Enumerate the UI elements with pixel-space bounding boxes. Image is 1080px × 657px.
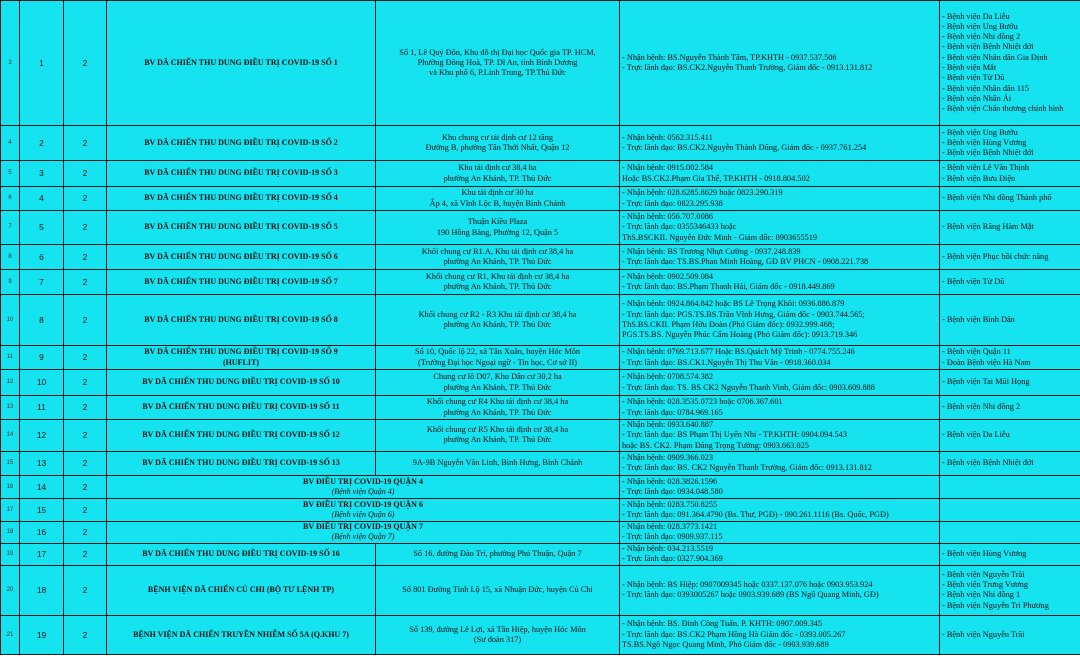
address-cell[interactable] (376, 396, 620, 420)
cell-line: BV DÃ CHIẾN THU DUNG ĐIỀU TRỊ COVID-19 SỐ 2 (144, 137, 338, 147)
hospital-list-cell[interactable] (940, 295, 1080, 346)
row-number-cell: 10 (1, 295, 20, 346)
cell-line: - Đoàn Bệnh viện Hà Nam (942, 357, 1031, 367)
cell-line: phường An Khánh, TP. Thủ Đức (443, 257, 552, 266)
cell-line: - Bệnh viện Nhi đồng 2 (942, 32, 1021, 42)
table-row (1, 187, 1080, 211)
cell-line: - Nhận bệnh: 0562.315.411 (622, 132, 713, 142)
table-row (1, 451, 1080, 475)
type-cell[interactable]: 2 (64, 270, 107, 295)
cell-line: BV DÃ CHIẾN THU DUNG ĐIỀU TRỊ COVID-19 SỐ 6 (144, 251, 338, 261)
hospital-list-cell[interactable] (940, 565, 1080, 615)
stt-cell[interactable]: 14 (20, 475, 64, 498)
cell-line: (HUFLIT) (223, 357, 259, 367)
table-row (1, 245, 1080, 270)
hospital-list-cell[interactable] (940, 187, 1080, 211)
row-number-cell: 20 (1, 565, 20, 615)
hospital-list-cell[interactable] (940, 615, 1080, 654)
facility-name-cell[interactable] (107, 420, 376, 452)
cell-line: - Nhận bệnh: 0769.713.677 Hoặc BS.Quách Mỹ Trinh - 0774.755.246 (622, 347, 855, 357)
cell-line: BV DÃ CHIẾN THU DUNG ĐIỀU TRỊ COVID-19 SỐ 7 (144, 276, 338, 286)
table-row (1, 543, 1080, 565)
cell-line: - Bệnh viện Chấn thương chỉnh hình (942, 104, 1064, 114)
cell-line: - Bệnh viện Nhân dân 115 (942, 83, 1030, 93)
stt-cell[interactable]: 18 (20, 565, 64, 615)
cell-line: BV DÃ CHIẾN THU DUNG ĐIỀU TRỊ COVID-19 SỐ 9 (144, 347, 338, 357)
cell-line: phường An Khánh, TP. Thủ Đức (443, 282, 552, 291)
cell-line: - Bệnh viện Da Liễu (942, 430, 1010, 440)
row-number-cell: 12 (1, 370, 20, 396)
cell-line: - Trực lãnh đạo: BS.CK2.Nguyễn Thành Dũng, Giám đốc - 0937.761.254 (622, 143, 867, 152)
cell-line: - Bệnh viện Nhân dân Gia Định (942, 52, 1048, 62)
type-cell[interactable]: 2 (64, 498, 107, 521)
contact-cell[interactable] (620, 187, 940, 211)
contact-cell[interactable] (620, 420, 940, 452)
cell-line: - Nhận bệnh: 028.3826.1596 (622, 476, 718, 486)
cell-line: Số 139, đường Lê Lợi, xã Tân Hiệp, huyện Hóc Môn (409, 624, 586, 634)
table-row (1, 346, 1080, 370)
facility-name-cell[interactable] (107, 1, 376, 126)
facility-name-cell[interactable] (107, 211, 376, 245)
hospital-list-cell[interactable] (940, 543, 1080, 565)
cell-line: Số 801 Đường Tỉnh Lộ 15, xã Nhuận Đức, huyện Củ Chi (402, 585, 593, 595)
facility-name-cell[interactable] (107, 245, 376, 270)
cell-line: và Khu phố 6, P.Linh Trung, TP.Thủ Đức (429, 68, 566, 78)
row-number-cell: 21 (1, 615, 20, 654)
address-cell[interactable] (376, 346, 620, 370)
cell-line: - Bệnh viện Mắt (942, 63, 997, 72)
type-cell[interactable]: 2 (64, 521, 107, 543)
cell-line: - Bệnh viện Nguyễn Tri Phương (942, 600, 1049, 610)
cell-line: - Trực lãnh đạo: BS. CK2 Nguyễn Thanh Trường, Giám đốc: 0913.131.812 (622, 463, 872, 473)
cell-line: - Bệnh viện Bệnh Nhiệt đới (942, 458, 1034, 468)
contact-cell[interactable] (620, 1, 940, 126)
hospital-list-cell[interactable] (940, 126, 1080, 161)
facility-name-cell[interactable] (107, 126, 376, 161)
contact-cell[interactable] (620, 521, 940, 543)
facility-subname: (Bệnh viện Quận 6) (331, 509, 395, 519)
facility-name-cell[interactable] (107, 396, 376, 420)
cell-line: Khối chung cư R4 Khu tái định cư 38,4 ha (426, 397, 569, 407)
facility-name-cell[interactable] (107, 475, 620, 498)
cell-line: - Trực lãnh đạo: 0355346433 hoặc (622, 222, 737, 232)
cell-line: - Nhận bệnh: 0283.750.8255 (622, 499, 718, 509)
cell-line: - Bệnh viện Hùng Vương (942, 549, 1027, 559)
stt-cell[interactable]: 2 (20, 126, 64, 161)
type-cell[interactable]: 2 (64, 475, 107, 498)
cell-line: - Bệnh viện Bưu Điện (942, 173, 1016, 183)
address-cell[interactable] (376, 451, 620, 475)
cell-line: BV DÃ CHIẾN THU DUNG ĐIỀU TRỊ COVID-19 SỐ 16 (142, 549, 340, 559)
address-cell[interactable] (376, 1, 620, 126)
cell-line: Số 1, Lê Quý Đôn, Khu đô thị Đại học Quốc gia TP. HCM, (399, 47, 596, 57)
contact-cell[interactable] (620, 451, 940, 475)
contact-cell[interactable] (620, 565, 940, 615)
cell-line: - Trực lãnh đạo: BS.CK1.Nguyễn Thị Thu Vân - 0918.360.034 (622, 357, 831, 367)
cell-line: Ấp 4, xã Vĩnh Lộc B, huyện Bình Chánh (429, 198, 566, 208)
row-number-cell: 11 (1, 346, 20, 370)
row-number-cell: 9 (1, 270, 20, 295)
facility-name-cell[interactable] (107, 295, 376, 346)
cell-line: phường An Khánh, TP. Thủ Đức (443, 407, 552, 417)
cell-line: Hoặc BS.CK2.Phạm Gia Thế, TP.KHTH - 0918.804.502 (622, 173, 810, 183)
cell-line: TS.BS.Ngô Ngọc Quang Minh, Phó Giám đốc - 0903.939.689 (622, 640, 829, 650)
address-cell[interactable] (376, 270, 620, 295)
cell-line: BV DÃ CHIẾN THU DUNG ĐIỀU TRỊ COVID-19 SỐ 12 (142, 430, 340, 440)
table-row (1, 420, 1080, 452)
cell-line: - Trực lãnh đạo: 091.364.4790 (Bs. Thư, PGĐ) - 090.261.1116 (Bs. Quốc, PGĐ) (622, 509, 889, 519)
cell-line: - Trực lãnh đạo: TS. BS CK2 Nguyễn Thanh Vinh, Giám đốc: 0903.609.888 (622, 382, 875, 392)
table-row (1, 211, 1080, 245)
table-row (1, 521, 1080, 543)
cell-line: Số 10, Quốc lộ 22, xã Tân Xuân, huyện Hóc Môn (414, 347, 581, 357)
cell-line: - Bệnh viện Phục hồi chức năng (942, 251, 1049, 261)
cell-line: Phường Đông Hoà, TP. Dĩ An, tỉnh Bình Dương (417, 57, 578, 67)
cell-line: BV DÃ CHIẾN THU DUNG ĐIỀU TRỊ COVID-19 SỐ 11 (142, 402, 340, 412)
cell-line: ThS.BSCKII. Nguyễn Đức Minh - Giám đốc: 0903655519 (622, 232, 818, 242)
cell-line: BV DÃ CHIẾN THU DUNG ĐIỀU TRỊ COVID-19 SỐ 5 (144, 222, 338, 232)
cell-line: - Trực lãnh đạo: 0327.904.369 (622, 554, 723, 564)
cell-line: - Trực lãnh đạo: PGS.TS.BS.Trần Vĩnh Hưng, Giám đốc - 0903.744.565; (622, 309, 865, 319)
cell-line: - Bệnh viện Bệnh Nhiệt đới (942, 42, 1034, 52)
cell-line: PGS.TS.BS. Nguyễn Phúc Cẩm Hoàng (Phó Giám đốc): 0913.719.346 (622, 330, 858, 340)
cell-line: - Trực lãnh đạo: 0823.295.938 (622, 198, 723, 208)
cell-line: - Trực lãnh đạo: 0784.969.165 (622, 407, 723, 417)
hospital-list-cell[interactable] (940, 346, 1080, 370)
stt-cell[interactable]: 12 (20, 420, 64, 452)
address-cell[interactable] (376, 420, 620, 452)
address-cell[interactable] (376, 187, 620, 211)
contact-cell[interactable] (620, 370, 940, 396)
facility-name-cell[interactable] (107, 161, 376, 187)
cell-line: - Bệnh viện Nhi đồng Thành phố (942, 193, 1052, 203)
cell-line: Khối chung cư R5 Khu tái định cư 38,4 ha (426, 425, 569, 435)
cell-line: phường An Khánh, TP. Thủ Đức (443, 173, 552, 183)
cell-line: BỆNH VIỆN DÃ CHIẾN CỦ CHI (BỘ TƯ LỆNH TP) (147, 585, 335, 595)
table-row (1, 615, 1080, 654)
facility-name-cell[interactable] (107, 565, 376, 615)
hospital-list-cell[interactable] (940, 270, 1080, 295)
cell-line: ThS.BS.CKII. Phạm Hữu Đoàn (Phó Giám đốc): 0932.999.468; (622, 320, 835, 329)
cell-line: Khối chung cư R1.A, Khu tái định cư 38,4 ha (421, 246, 574, 256)
hospital-list-cell[interactable] (940, 420, 1080, 452)
stt-cell[interactable]: 10 (20, 370, 64, 396)
address-cell[interactable] (376, 295, 620, 346)
hospital-list-cell[interactable] (940, 211, 1080, 245)
hospital-list-cell[interactable] (940, 521, 1080, 543)
table-body (1, 1, 1080, 655)
cell-line: - Bệnh viện Răng Hàm Mặt (942, 222, 1034, 232)
contact-cell[interactable] (620, 396, 940, 420)
cell-line: BV ĐIỀU TRỊ COVID-19 QUẬN 7 (303, 522, 423, 532)
type-cell[interactable]: 2 (64, 161, 107, 187)
cell-line: - Bệnh viện Nguyễn Trãi (942, 569, 1025, 579)
row-number-cell: 13 (1, 396, 20, 420)
table-row (1, 396, 1080, 420)
hospital-list-cell[interactable] (940, 475, 1080, 498)
cell-line: - Nhận bệnh: 028.6285.8629 hoặc 0823.290.319 (622, 188, 783, 198)
cell-line: BV ĐIỀU TRỊ COVID-19 QUẬN 6 (303, 499, 423, 509)
row-number-cell: 7 (1, 211, 20, 245)
facility-name-cell[interactable] (107, 451, 376, 475)
cell-line: hoặc BS. CK2. Phạm Đăng Trọng Tường: 0903.663.025 (622, 440, 809, 450)
facility-name-cell[interactable] (107, 187, 376, 211)
cell-line: 190 Hồng Bàng, Phường 12, Quận 5 (436, 227, 559, 237)
contact-cell[interactable] (620, 295, 940, 346)
table-row (1, 498, 1080, 521)
cell-line: - Trực lãnh đạo: 0909.937.115 (622, 532, 723, 542)
cell-line: - Bệnh viện Da Liễu (942, 11, 1010, 21)
contact-cell[interactable] (620, 498, 940, 521)
stt-cell[interactable]: 9 (20, 346, 64, 370)
hospital-list-cell[interactable] (940, 396, 1080, 420)
facility-name-cell[interactable] (107, 346, 376, 370)
cell-line: BV DÃ CHIẾN THU DUNG ĐIỀU TRỊ COVID-19 SỐ 3 (144, 168, 338, 178)
cell-line: - Nhận bệnh: BS. Đinh Công Tuấn. P. KHTH: 0907.009.345 (622, 619, 823, 629)
facility-subname: (Bệnh viện Quận 7) (331, 532, 395, 542)
cell-line: BV DÃ CHIẾN THU DUNG ĐIỀU TRỊ COVID-19 SỐ 10 (142, 377, 340, 387)
facility-name-cell[interactable] (107, 521, 620, 543)
address-cell[interactable] (376, 245, 620, 270)
stt-cell[interactable]: 17 (20, 543, 64, 565)
type-cell[interactable]: 2 (64, 211, 107, 245)
hospital-list-cell[interactable] (940, 245, 1080, 270)
hospital-list-cell[interactable] (940, 498, 1080, 521)
cell-line: - Bệnh viện Ung Bướu (942, 127, 1018, 137)
cell-line: (Trường Đại học Ngoại ngữ - Tin học, Cơ sở II) (418, 357, 577, 367)
row-number-cell: 8 (1, 245, 20, 270)
cell-line: 9A-9B Nguyễn Văn Linh, Bình Hưng, Bình Chánh (412, 458, 583, 468)
hospital-list-cell[interactable] (940, 161, 1080, 187)
cell-line: - Trực lãnh đạo: BS.CK2.Nguyễn Thanh Trường, Giám đốc - 0913.131.812 (622, 63, 873, 72)
cell-line: Khu tái định cư 38,4 ha (458, 163, 537, 173)
cell-line: - Bệnh viện Nguyễn Trãi (942, 629, 1025, 639)
contact-cell[interactable] (620, 245, 940, 270)
cell-line: - Bệnh viện Bệnh Nhiệt đới (942, 148, 1034, 158)
type-cell[interactable]: 2 (64, 370, 107, 396)
cell-line: BV DÃ CHIẾN THU DUNG ĐIỀU TRỊ COVID-19 SỐ 4 (144, 193, 338, 203)
stt-cell[interactable]: 8 (20, 295, 64, 346)
cell-line: - Bệnh viện Lê Văn Thịnh (942, 163, 1030, 173)
stt-cell[interactable]: 13 (20, 451, 64, 475)
hospital-list-cell[interactable] (940, 370, 1080, 396)
cell-line: phường An Khánh, TP. Thủ Đức (443, 382, 552, 392)
hospital-list-cell[interactable] (940, 1, 1080, 126)
cell-line: Khối chung cư R2 - R3 Khu tái định cư 38,4 ha (418, 309, 577, 319)
contact-cell[interactable] (620, 126, 940, 161)
cell-line: - Bệnh viện Tai Mũi Họng (942, 377, 1030, 387)
contact-cell[interactable] (620, 161, 940, 187)
cell-line: - Bệnh viện Bình Dân (942, 314, 1015, 324)
type-cell[interactable]: 2 (64, 126, 107, 161)
hospital-list-cell[interactable] (940, 451, 1080, 475)
cell-line: - Trực lãnh đạo: BS.Phạm Thanh Hải, Giám đốc - 0918.449.869 (622, 282, 835, 291)
cell-line: - Trực lãnh đạo: TS.BS.Phan Minh Hoàng, GĐ BV PHCN - 0908.221.738 (622, 257, 869, 266)
cell-line: - Nhận bệnh: BS.Nguyễn Thành Tâm, TP.KHTH - 0937.537.506 (622, 52, 837, 62)
stt-cell[interactable]: 3 (20, 161, 64, 187)
cell-line: (Sư đoàn 317) (473, 634, 522, 644)
table-row (1, 475, 1080, 498)
row-number-cell: 19 (1, 543, 20, 565)
facility-name-cell[interactable] (107, 498, 620, 521)
cell-line: - Nhận bệnh: 0909.366.023 (622, 453, 714, 463)
stt-cell[interactable]: 15 (20, 498, 64, 521)
contact-cell[interactable] (620, 211, 940, 245)
contact-cell[interactable] (620, 615, 940, 654)
address-cell[interactable] (376, 565, 620, 615)
cell-line: - Nhận bệnh: BS Trương Nhựt Cường - 0937.248.839 (622, 246, 801, 256)
cell-line: - Trực lãnh đạo: 0393005267 hoặc 0903.939.689 (BS Ngô Quang Minh, GĐ) (622, 590, 879, 600)
cell-line: - Nhận bệnh: 0933.640.887 (622, 420, 714, 429)
cell-line: Chung cư lô D07, Khu Dân cư 30,2 ha (433, 372, 562, 382)
contact-cell[interactable] (620, 270, 940, 295)
cell-line: - Bệnh viện Từ Dũ (942, 276, 1005, 286)
type-cell[interactable]: 2 (64, 295, 107, 346)
table-row (1, 270, 1080, 295)
address-cell[interactable] (376, 370, 620, 396)
facility-name-cell[interactable] (107, 543, 376, 565)
cell-line: Khối chung cư R1, Khu tái định cư 38,4 ha (425, 271, 570, 281)
row-number-cell: 3 (1, 1, 20, 126)
address-cell[interactable] (376, 543, 620, 565)
type-cell[interactable]: 2 (64, 615, 107, 654)
cell-line: phường An Khánh, TP. Thủ Đức (443, 320, 552, 329)
contact-cell[interactable] (620, 543, 940, 565)
cell-line: - Nhận bệnh: 028.3773.1421 (622, 522, 718, 532)
cell-line: - Trực lãnh đạo: BS.CK2 Phạm Hồng Hà Giám đốc - 0393.005.267 (622, 629, 846, 639)
type-cell[interactable]: 2 (64, 565, 107, 615)
address-cell[interactable] (376, 161, 620, 187)
cell-line: BV DÃ CHIẾN THU DUNG ĐIỀU TRỊ COVID-19 SỐ 1 (144, 57, 338, 67)
type-cell[interactable]: 2 (64, 451, 107, 475)
cell-line: Thuận Kiều Plaza (467, 217, 528, 227)
cell-line: - Bệnh viện Từ Dũ (942, 73, 1005, 83)
cell-line: - Trực lãnh đạo: BS Phạm Thị Uyển Nhi - TP.KHTH: 0904.094.543 (622, 430, 847, 440)
stt-cell[interactable]: 6 (20, 245, 64, 270)
cell-line: - Bệnh viện Hùng Vương (942, 137, 1027, 147)
cell-line: - Nhận bệnh: 0924.864.842 hoặc BS Lê Trọng Khôi: 0936.886.879 (622, 299, 845, 309)
cell-line: Khu tái định cư 30 ha (461, 188, 534, 198)
cell-line: phường An Khánh, TP. Thủ Đức (443, 435, 552, 445)
cell-line: - Nhận bệnh: 028.3535.0723 hoặc 0706.367.601 (622, 397, 783, 407)
address-cell[interactable] (376, 126, 620, 161)
address-cell[interactable] (376, 615, 620, 654)
cell-line: - Bệnh viện Nhi đồng 1 (942, 590, 1021, 600)
cell-line: - Nhận bệnh: 0915.002.584 (622, 163, 714, 173)
type-cell[interactable]: 2 (64, 187, 107, 211)
type-cell[interactable]: 2 (64, 543, 107, 565)
cell-line: BV ĐIỀU TRỊ COVID-19 QUẬN 4 (303, 476, 423, 486)
table-row (1, 295, 1080, 346)
row-number-cell: 17 (1, 498, 20, 521)
cell-line: Đường B, phường Tân Thới Nhất, Quận 12 (425, 143, 570, 152)
stt-cell[interactable]: 7 (20, 270, 64, 295)
table-row (1, 161, 1080, 187)
cell-line: Khu chung cư tái định cư 12 tầng (441, 132, 554, 142)
stt-cell[interactable]: 19 (20, 615, 64, 654)
cell-line: - Nhận bệnh: 034.213.5519 (622, 544, 714, 554)
stt-cell[interactable]: 16 (20, 521, 64, 543)
stt-cell[interactable]: 4 (20, 187, 64, 211)
row-number-cell: 6 (1, 187, 20, 211)
cell-line: - Bệnh viện Nhân Ái (942, 93, 1012, 103)
contact-cell[interactable] (620, 475, 940, 498)
cell-line: - Nhận bệnh: 0902.509.084 (622, 271, 714, 281)
cell-line: BV DÃ CHIẾN THU DUNG ĐIỀU TRỊ COVID-19 SỐ 13 (142, 458, 340, 468)
stt-cell[interactable]: 5 (20, 211, 64, 245)
type-cell[interactable]: 2 (64, 346, 107, 370)
row-number-cell: 5 (1, 161, 20, 187)
facility-name-cell[interactable] (107, 615, 376, 654)
cell-line: - Nhận bệnh: BS Hiệp: 0907009345 hoặc 0337.137.076 hoặc 0903.953.924 (622, 580, 873, 590)
type-cell[interactable]: 2 (64, 420, 107, 452)
type-cell[interactable]: 2 (64, 245, 107, 270)
table-row (1, 1, 1080, 126)
row-number-cell: 18 (1, 521, 20, 543)
row-number-cell: 16 (1, 475, 20, 498)
row-number-cell: 4 (1, 126, 20, 161)
type-cell[interactable]: 2 (64, 396, 107, 420)
stt-cell[interactable]: 11 (20, 396, 64, 420)
contact-cell[interactable] (620, 346, 940, 370)
stt-cell[interactable]: 1 (20, 1, 64, 126)
facility-subname: (Bệnh viện Quận 4) (331, 486, 395, 496)
facility-name-cell[interactable] (107, 370, 376, 396)
cell-line: - Nhận bệnh: 056.707.0086 (622, 212, 714, 222)
cell-line: BV DÃ CHIẾN THU DUNG ĐIỀU TRỊ COVID-19 SỐ 8 (144, 314, 338, 324)
cell-line: - Trực lãnh đạo: 0934.048.580 (622, 486, 723, 496)
table-row (1, 126, 1080, 161)
address-cell[interactable] (376, 211, 620, 245)
cell-line: BỆNH VIỆN DÃ CHIẾN TRUYỀN NHIỄM SỐ 5A (Q.KHU 7) (133, 629, 349, 639)
table-row (1, 370, 1080, 396)
row-number-cell: 15 (1, 451, 20, 475)
cell-line: - Nhận bệnh: 0708.574.382 (622, 372, 714, 382)
row-number-cell: 14 (1, 420, 20, 452)
cell-line: - Bệnh viện Trưng Vương (942, 580, 1029, 590)
facility-name-cell[interactable] (107, 270, 376, 295)
cell-line: - Bệnh viện Quận 11 (942, 347, 1011, 357)
cell-line: - Bệnh viện Ung Bướu (942, 21, 1018, 31)
table-row (1, 565, 1080, 615)
cell-line: Số 16, đường Đào Trí, phường Phú Thuận, Quận 7 (413, 549, 582, 559)
cell-line: - Bệnh viện Nhi đồng 2 (942, 402, 1021, 412)
type-cell[interactable]: 2 (64, 1, 107, 126)
